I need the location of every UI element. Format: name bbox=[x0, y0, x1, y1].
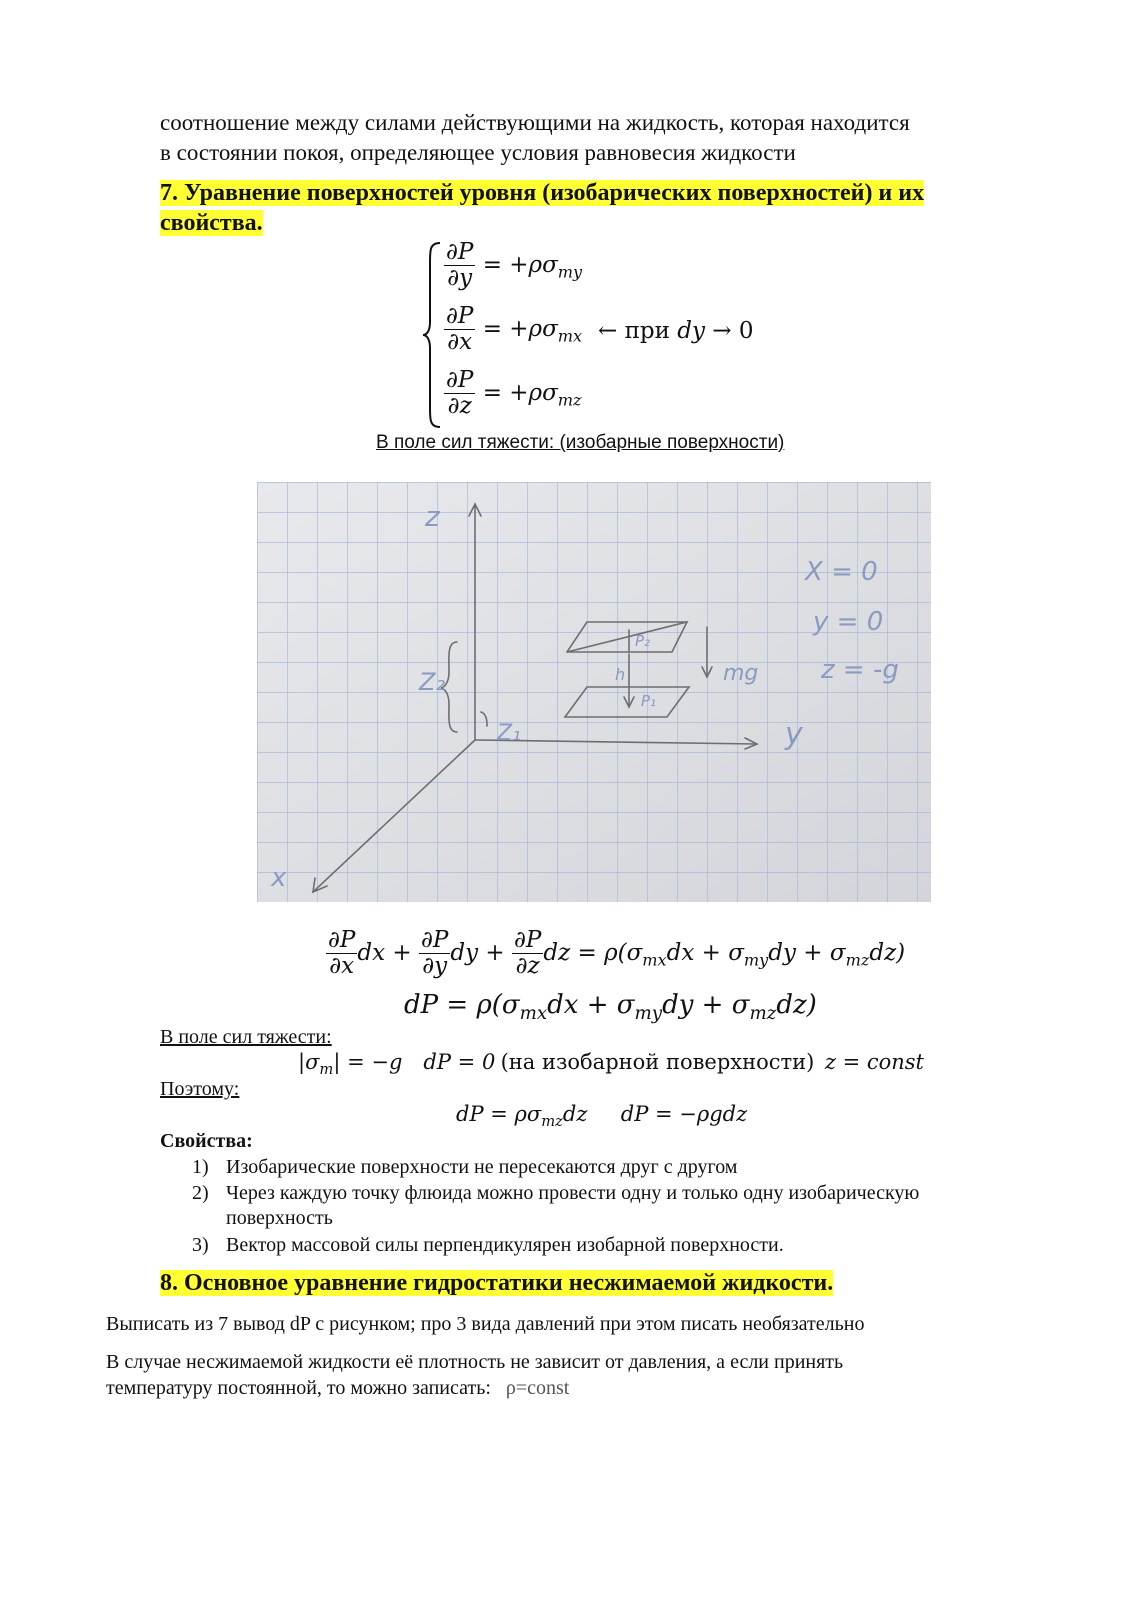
sketch-drawing bbox=[257, 482, 931, 902]
gravity-equation bbox=[298, 1050, 924, 1078]
dp-d: dz) bbox=[776, 990, 817, 1020]
gravity-sub: m bbox=[319, 1061, 334, 1079]
property-num: 3) bbox=[192, 1234, 209, 1256]
therefore-b: dz bbox=[562, 1102, 588, 1126]
sketch-mg: mg bbox=[723, 661, 759, 686]
therefore-c: dP = −ρgdz bbox=[620, 1102, 748, 1126]
rhs-y: = +ρσ bbox=[482, 251, 558, 278]
gravity-b: | = −g bbox=[333, 1050, 403, 1074]
property-item-3 bbox=[192, 1232, 784, 1258]
gravity-d: (на изобарной поверхности) bbox=[500, 1050, 815, 1074]
paragraph-2-line-2 bbox=[106, 1375, 569, 1402]
section-7-title-line-1: 7. Уравнение поверхностей уровня (изобарических поверхностей) и их bbox=[160, 180, 925, 206]
frac-num: ∂P bbox=[446, 239, 474, 265]
rho-const: ρ=const bbox=[505, 1377, 570, 1399]
equation-system bbox=[422, 240, 782, 435]
sketch-p1: P₁ bbox=[641, 692, 657, 710]
paragraph-2-text: температуру постоянной, то можно записать: bbox=[106, 1377, 491, 1399]
sketch-z1: Z₁ bbox=[497, 721, 521, 746]
property-text: Вектор массовой силы перпендикулярен изобарной поверхности. bbox=[226, 1234, 784, 1256]
paragraph-1: Выписать из 7 вывод dP с рисунком; про 3 вида давлений при этом писать необязательно bbox=[106, 1313, 865, 1335]
rhs-x-sub: mx bbox=[557, 326, 583, 346]
td-num-3: ∂P bbox=[513, 927, 542, 953]
sketch-axis-z: z bbox=[425, 500, 440, 533]
frac-num: ∂P bbox=[446, 367, 474, 393]
td-den-x: ∂x bbox=[329, 953, 355, 980]
section-8-title: 8. Основное уравнение гидростатики несжимаемой жидкости. bbox=[160, 1270, 834, 1296]
property-num: 1) bbox=[192, 1156, 209, 1178]
rhs-y-sub: my bbox=[557, 262, 583, 282]
sketch-p2: P₂ bbox=[635, 632, 651, 650]
section-7-heading-cont bbox=[160, 208, 263, 238]
therefore-label: Поэтому: bbox=[160, 1078, 240, 1100]
gravity-a: |σ bbox=[298, 1050, 320, 1074]
td-sub-1: mx bbox=[642, 950, 667, 970]
equation-dp bbox=[404, 990, 817, 1024]
property-text: Изобарические поверхности не пересекаются друг с другом bbox=[226, 1156, 738, 1178]
td-t2: dy + σ bbox=[768, 939, 846, 966]
td-sub-2: my bbox=[743, 950, 769, 970]
gravity-c: dP = 0 bbox=[423, 1050, 496, 1074]
td-t3: dz) bbox=[869, 939, 906, 966]
eq-row-z bbox=[444, 368, 582, 420]
sketch-axis-x: x bbox=[271, 863, 287, 893]
figure-caption: В поле сил тяжести: (изобарные поверхности) bbox=[376, 432, 785, 453]
frac-den-y: ∂y bbox=[447, 265, 473, 292]
intro-line-2: в состоянии покоя, определяющее условия равновесия жидкости bbox=[160, 140, 796, 165]
eq-row-y bbox=[444, 240, 582, 292]
rhs-z: = +ρσ bbox=[482, 379, 558, 406]
td-lhs3: dz = ρ(σ bbox=[543, 939, 643, 966]
property-item-1 bbox=[192, 1154, 738, 1180]
properties-title: Свойства: bbox=[160, 1130, 253, 1152]
dp-b: dx + σ bbox=[547, 990, 635, 1020]
note-tail: → 0 bbox=[705, 318, 754, 344]
sketch-h: h bbox=[615, 665, 626, 684]
td-sub-3: mz bbox=[845, 950, 870, 970]
rhs-z-sub: mz bbox=[557, 390, 582, 410]
sketch-axis-y: y bbox=[785, 717, 803, 752]
sketch-z2: Z₂ bbox=[419, 668, 446, 696]
dp-sub-3: mz bbox=[749, 1003, 777, 1025]
dp-sub-1: mx bbox=[519, 1003, 548, 1025]
sketch-eq-y: y = 0 bbox=[813, 607, 884, 637]
property-item-2 bbox=[192, 1180, 920, 1206]
frac-num: ∂P bbox=[446, 303, 474, 329]
property-item-2-cont: поверхность bbox=[226, 1207, 333, 1229]
rhs-x: = +ρσ bbox=[482, 315, 558, 342]
therefore-a: dP = ρσ bbox=[456, 1102, 542, 1126]
note-dy: dy bbox=[677, 318, 705, 344]
therefore-sub: mz bbox=[541, 1113, 563, 1131]
sketch-eq-z: z = -g bbox=[821, 655, 899, 685]
td-den-y: ∂y bbox=[422, 953, 448, 980]
sketch-eq-x: X = 0 bbox=[805, 557, 878, 587]
sketch-photo bbox=[257, 482, 931, 902]
td-lhs2: dy + bbox=[450, 939, 512, 966]
td-den-z: ∂z bbox=[515, 953, 540, 980]
td-lhs: dx + bbox=[357, 939, 419, 966]
section-7-title-line-2: свойства. bbox=[160, 210, 263, 236]
property-num: 2) bbox=[192, 1182, 209, 1204]
section-8-heading bbox=[160, 1268, 833, 1298]
dp-sub-2: my bbox=[634, 1003, 663, 1025]
td-num-1: ∂P bbox=[328, 927, 356, 953]
frac-den-z: ∂z bbox=[447, 393, 472, 420]
left-brace bbox=[422, 240, 444, 430]
paragraph-2-line-1: В случае несжимаемой жидкости её плотность не зависит от давления, а если принять bbox=[106, 1351, 844, 1373]
note-arrow: ← при bbox=[598, 318, 678, 344]
dp-a: dP = ρ(σ bbox=[404, 990, 520, 1020]
section-7-heading bbox=[160, 178, 924, 208]
gravity-label: В поле сил тяжести: bbox=[160, 1026, 332, 1048]
gravity-e: z = const bbox=[824, 1050, 924, 1074]
intro-line-1: соотношение между силами действующими на жидкость, которая находится bbox=[160, 110, 910, 135]
eq-row-x bbox=[444, 304, 582, 356]
td-num-2: ∂P bbox=[420, 927, 449, 953]
frac-den-x: ∂x bbox=[447, 329, 473, 356]
dp-c: dy + σ bbox=[662, 990, 750, 1020]
equation-total-differential bbox=[326, 928, 905, 980]
therefore-equation bbox=[456, 1102, 747, 1130]
property-text: Через каждую точку флюида можно провести одну и только одну изобарическую bbox=[226, 1182, 920, 1204]
td-t1: dx + σ bbox=[666, 939, 744, 966]
limit-note bbox=[598, 318, 754, 344]
